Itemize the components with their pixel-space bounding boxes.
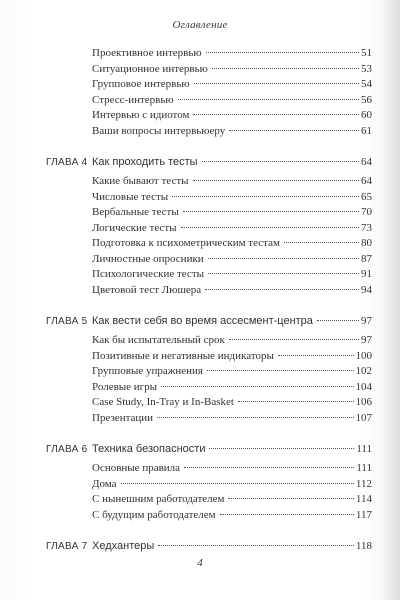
toc-entry bbox=[46, 124, 372, 140]
table-of-contents bbox=[46, 46, 372, 558]
toc-entry-title: Презентации bbox=[92, 411, 154, 424]
dot-leader bbox=[278, 355, 354, 356]
toc-entry-title: Позитивные и негативные индикаторы bbox=[92, 349, 274, 362]
chapter-label: ГЛАВА 4 bbox=[46, 157, 88, 168]
toc-entry bbox=[46, 77, 372, 93]
toc-entry-title: Стресс-интервью bbox=[92, 93, 174, 106]
toc-entry-page: 102 bbox=[355, 365, 372, 377]
dot-leader bbox=[209, 448, 354, 449]
toc-entry-page: 61 bbox=[361, 124, 372, 137]
toc-entry-title: Логические тесты bbox=[92, 221, 177, 234]
toc-entry-title: Как бы испытательный срок bbox=[92, 334, 225, 346]
dot-leader bbox=[229, 339, 359, 340]
page-shadow bbox=[382, 0, 400, 600]
toc-entry-page: 65 bbox=[361, 190, 372, 203]
section-list bbox=[46, 333, 372, 426]
section-list bbox=[46, 46, 372, 139]
toc-entry-page: 80 bbox=[361, 237, 372, 249]
dot-leader bbox=[121, 483, 354, 484]
toc-entry-page: 54 bbox=[361, 78, 372, 90]
dot-leader bbox=[220, 514, 354, 515]
toc-entry bbox=[46, 508, 372, 524]
chapter-label: ГЛАВА 7 bbox=[46, 541, 88, 552]
chapter-heading bbox=[46, 440, 372, 458]
chapter-label: ГЛАВА 5 bbox=[46, 316, 88, 327]
toc-entry bbox=[46, 252, 372, 268]
toc-entry-page: 87 bbox=[361, 252, 372, 265]
dot-leader bbox=[284, 242, 359, 243]
toc-entry-title: С нынешним работодателем bbox=[92, 493, 225, 505]
toc-entry-title: Ваши вопросы интервьюеру bbox=[92, 124, 226, 137]
toc-entry-page: 53 bbox=[361, 62, 372, 75]
toc-entry-page: 70 bbox=[361, 206, 372, 218]
toc-entry bbox=[46, 93, 372, 109]
dot-leader bbox=[178, 99, 359, 100]
toc-entry-page: 73 bbox=[361, 221, 372, 234]
toc-entry bbox=[46, 108, 372, 124]
toc-entry-title: Основные правила bbox=[92, 462, 181, 474]
toc-entry-page: 64 bbox=[361, 175, 372, 187]
toc-entry bbox=[46, 477, 372, 493]
dot-leader bbox=[193, 114, 359, 115]
toc-entry bbox=[46, 333, 372, 349]
toc-entry-page: 51 bbox=[361, 47, 372, 59]
toc-entry-title: Какие бывают тесты bbox=[92, 175, 189, 187]
dot-leader bbox=[229, 130, 359, 131]
toc-entry bbox=[46, 62, 372, 78]
toc-entry bbox=[46, 364, 372, 380]
toc-entry-title: Проективное интервью bbox=[92, 47, 202, 59]
dot-leader bbox=[194, 83, 359, 84]
toc-entry bbox=[46, 411, 372, 427]
toc-entry bbox=[46, 492, 372, 508]
dot-leader bbox=[317, 320, 359, 321]
dot-leader bbox=[183, 211, 359, 212]
toc-entry-page: 100 bbox=[355, 349, 372, 362]
chapter-title: Как вести себя во время ассесмент-центра bbox=[92, 315, 313, 327]
dot-leader bbox=[158, 545, 354, 546]
dot-leader bbox=[206, 52, 359, 53]
toc-entry-page: 111 bbox=[356, 462, 372, 474]
chapter-heading bbox=[46, 153, 372, 171]
toc-entry-title: Подготовка к психометрическим тестам bbox=[92, 237, 280, 249]
dot-leader bbox=[207, 370, 354, 371]
chapter-page-number: 118 bbox=[355, 540, 372, 552]
toc-entry-page: 117 bbox=[355, 508, 372, 521]
chapter-heading bbox=[46, 537, 372, 555]
toc-entry-title: Вербальные тесты bbox=[92, 206, 179, 218]
toc-entry bbox=[46, 205, 372, 221]
toc-entry-title: С будущим работодателем bbox=[92, 508, 216, 521]
chapter-heading bbox=[46, 312, 372, 330]
toc-entry-title: Дома bbox=[92, 477, 117, 490]
dot-leader bbox=[208, 273, 359, 274]
dot-leader bbox=[181, 227, 359, 228]
toc-entry bbox=[46, 395, 372, 411]
dot-leader bbox=[172, 196, 359, 197]
page-number: 4 bbox=[197, 557, 203, 569]
toc-entry bbox=[46, 190, 372, 206]
toc-entry-title: Групповое интервью bbox=[92, 78, 190, 90]
toc-entry bbox=[46, 267, 372, 283]
toc-entry-title: Ролевые игры bbox=[92, 380, 158, 393]
toc-entry bbox=[46, 349, 372, 365]
chapter-title: Хедхантеры bbox=[92, 540, 155, 552]
toc-entry-title: Цветовой тест Люшера bbox=[92, 283, 202, 296]
section-list bbox=[46, 461, 372, 523]
chapter-page-number: 97 bbox=[361, 315, 372, 327]
dot-leader bbox=[205, 289, 359, 290]
toc-entry-page: 112 bbox=[355, 477, 372, 490]
toc-entry bbox=[46, 461, 372, 477]
toc-entry-page: 106 bbox=[355, 396, 372, 408]
toc-entry bbox=[46, 174, 372, 190]
toc-entry-page: 91 bbox=[361, 268, 372, 280]
toc-entry-page: 97 bbox=[361, 334, 372, 346]
toc-entry-title: Личностные опросники bbox=[92, 252, 204, 265]
toc-entry-page: 107 bbox=[355, 411, 372, 424]
dot-leader bbox=[208, 258, 359, 259]
chapter-page-number: 111 bbox=[356, 443, 372, 455]
dot-leader bbox=[184, 467, 354, 468]
toc-entry-page: 94 bbox=[361, 283, 372, 296]
dot-leader bbox=[161, 386, 353, 387]
dot-leader bbox=[228, 498, 353, 499]
toc-entry bbox=[46, 46, 372, 62]
toc-entry-page: 56 bbox=[361, 93, 372, 106]
toc-entry-title: Психологические тесты bbox=[92, 268, 205, 280]
chapter-title: Как проходить тесты bbox=[92, 156, 198, 168]
chapter-title: Техника безопасности bbox=[92, 443, 206, 455]
chapter-label: ГЛАВА 6 bbox=[46, 444, 88, 455]
toc-entry-page: 104 bbox=[355, 380, 372, 393]
dot-leader bbox=[238, 401, 354, 402]
toc-entry bbox=[46, 283, 372, 299]
toc-entry-title: Числовые тесты bbox=[92, 190, 169, 203]
dot-leader bbox=[157, 417, 353, 418]
section-list bbox=[46, 174, 372, 298]
toc-entry bbox=[46, 236, 372, 252]
toc-entry-title: Интервью с идиотом bbox=[92, 109, 190, 121]
toc-entry-page: 114 bbox=[355, 493, 372, 505]
chapter-page-number: 64 bbox=[361, 156, 372, 168]
toc-entry bbox=[46, 380, 372, 396]
toc-entry-title: Групповые упражнения bbox=[92, 365, 203, 377]
toc-entry-title: Ситуационное интервью bbox=[92, 62, 208, 75]
dot-leader bbox=[193, 180, 359, 181]
dot-leader bbox=[212, 68, 359, 69]
toc-entry bbox=[46, 221, 372, 237]
toc-entry-title: Case Study, In-Tray и In-Basket bbox=[92, 396, 234, 408]
toc-entry-page: 60 bbox=[361, 109, 372, 121]
dot-leader bbox=[202, 161, 359, 162]
running-header: Оглавление bbox=[172, 19, 228, 31]
